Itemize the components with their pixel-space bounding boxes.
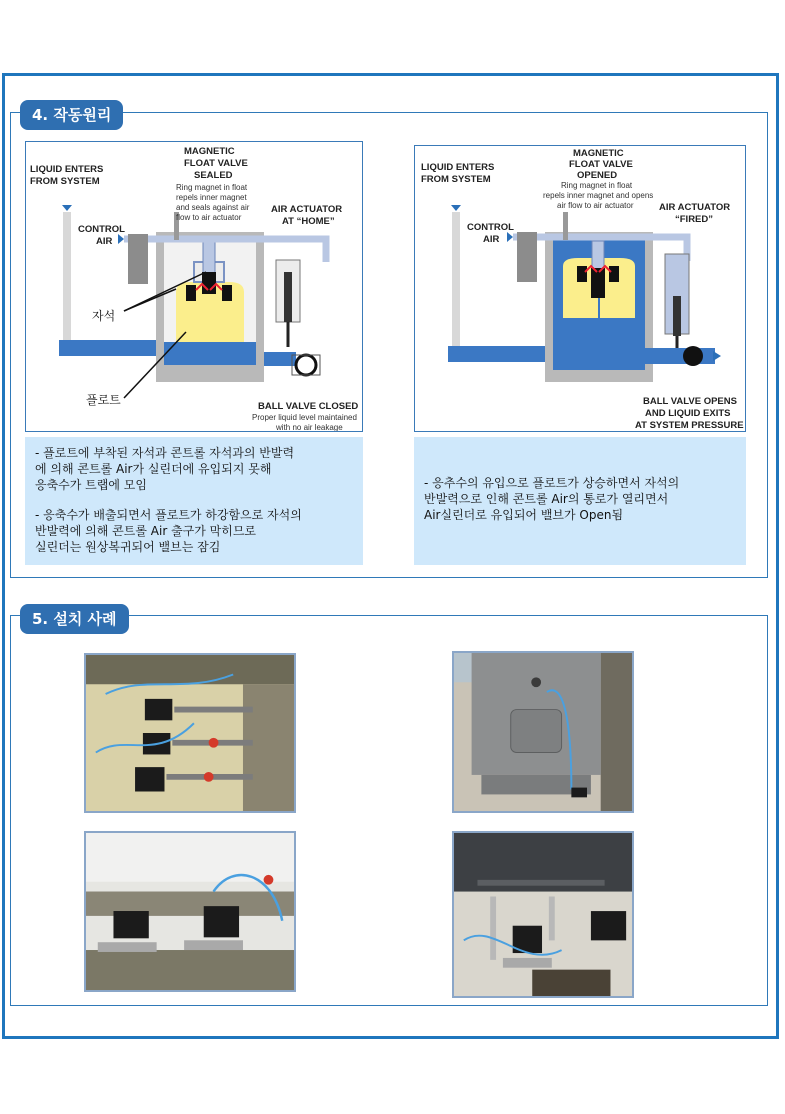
valve-title-line2: FLOAT VALVE: [184, 158, 248, 169]
liquid-enters-line1: LIQUID ENTERS: [421, 162, 495, 173]
valve-note-4: flow to air actuator: [176, 213, 242, 222]
actuator-line2: AT “HOME”: [282, 216, 335, 227]
description-open-1: - 응추수의 유입으로 플로트가 상승하면서 자석의 반발력으로 인해 콘트롤 Air의 통로가 열리면서 Air실린더로 유입되어 밸브가 Open됨: [424, 476, 680, 522]
valve-title-line3: SEALED: [194, 170, 233, 181]
magnet-label: 자석: [92, 309, 116, 323]
valve-note-2: repels inner magnet: [176, 193, 247, 202]
ball-valve-line1: BALL VALVE OPENS: [643, 396, 737, 407]
diagram-float-valve-sealed: [25, 141, 363, 432]
control-air-line1: CONTROL: [467, 222, 514, 233]
liquid-enters-line2: FROM SYSTEM: [30, 176, 100, 187]
description-closed-2: - 응축수가 배출되면서 플로트가 하강함으로 자석의 반발력에 의해 콘트롤 Air 출구가 막히므로 실린더는 원상복귀되어 밸브는 잠김: [35, 508, 302, 554]
control-air-line1: CONTROL: [78, 224, 125, 235]
liquid-enters-line2: FROM SYSTEM: [421, 174, 491, 185]
installation-photo-4: [452, 831, 634, 998]
description-closed-1: - 플로트에 부착된 자석과 콘트롤 자석과의 반발력 에 의해 콘트롤 Air가 실린더에 유입되지 못해 응축수가 트랩에 모임: [35, 446, 295, 492]
valve-title-line2: FLOAT VALVE: [569, 159, 633, 170]
installation-photo-1: [84, 653, 296, 813]
actuator-line1: AIR ACTUATOR: [271, 204, 343, 215]
float-label: 플로트: [86, 393, 121, 407]
ball-valve-status: BALL VALVE CLOSED: [258, 401, 359, 412]
control-air-line2: AIR: [483, 234, 500, 245]
section-5-title: 5. 설치 사례: [20, 604, 129, 634]
ball-valve-line3: AT SYSTEM PRESSURE: [635, 420, 744, 431]
description-open: [414, 437, 746, 565]
actuator-line2: “FIRED”: [675, 214, 713, 225]
installation-photo-3: [84, 831, 296, 992]
valve-note-3: air flow to air actuator: [557, 201, 634, 210]
section-4-title: 4. 작동원리: [20, 100, 123, 130]
valve-note-1: Ring magnet in float: [176, 183, 248, 192]
valve-note-1: Ring magnet in float: [561, 181, 633, 190]
installation-photo-2: [452, 651, 634, 813]
liquid-enters-line1: LIQUID ENTERS: [30, 164, 104, 175]
valve-note-2: repels inner magnet and opens: [543, 191, 654, 200]
valve-note-3: and seals against air: [176, 203, 250, 212]
valve-title-line1: MAGNETIC: [573, 148, 624, 159]
ball-note-1: Proper liquid level maintained: [252, 413, 357, 422]
ball-note-2: with no air leakage: [276, 423, 343, 432]
ball-valve-line2: AND LIQUID EXITS: [645, 408, 731, 419]
description-closed: [25, 437, 363, 565]
diagram-float-valve-opened: [414, 145, 746, 432]
control-air-line2: AIR: [96, 236, 113, 247]
valve-title-line1: MAGNETIC: [184, 146, 235, 157]
actuator-line1: AIR ACTUATOR: [659, 202, 731, 213]
valve-title-line3: OPENED: [577, 170, 618, 181]
